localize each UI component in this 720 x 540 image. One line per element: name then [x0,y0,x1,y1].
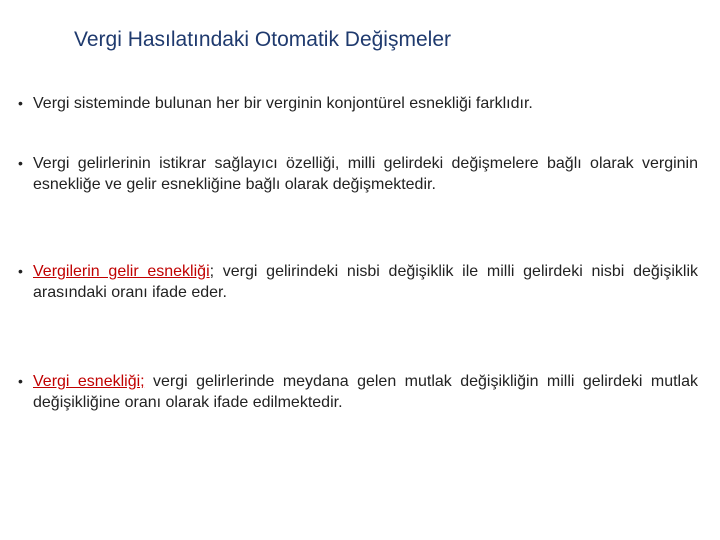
bullet-marker: • [18,95,23,111]
bullet-marker: • [18,263,23,279]
bullet-item-2 [18,153,698,195]
bullet-text: Vergi sisteminde bulunan her bir verginin konjontürel esnekliği farklıdır. [33,95,533,112]
bullet-item-1 [18,93,698,114]
bullet-content [18,371,698,413]
bullet-item-3 [18,261,698,303]
bullet-marker: • [18,373,23,389]
bullet-text: ; vergi gelirindeki nisbi değişiklik ile milli gelirdeki nisbi değişiklik arasındaki oranı ifade eder. [33,263,698,301]
slide-title: Vergi Hasılatındaki Otomatik Değişmeler [74,28,451,51]
bullet-marker: • [18,155,23,171]
term-highlight: Vergi esnekliği; [33,373,145,390]
bullet-text: vergi gelirlerinde meydana gelen mutlak değişikliğin milli gelirdeki mutlak değişikliğine oranı olarak ifade edilmektedir. [33,373,698,411]
bullet-content [18,261,698,303]
term-highlight: Vergilerin gelir esnekliği [33,263,210,280]
bullet-item-4 [18,371,698,413]
bullet-text: Vergi gelirlerinin istikrar sağlayıcı özelliği, milli gelirdeki değişmelere bağlı olarak verginin esnekliğe ve gelir esnekliğine bağlı olarak değişmektedir. [33,155,698,193]
